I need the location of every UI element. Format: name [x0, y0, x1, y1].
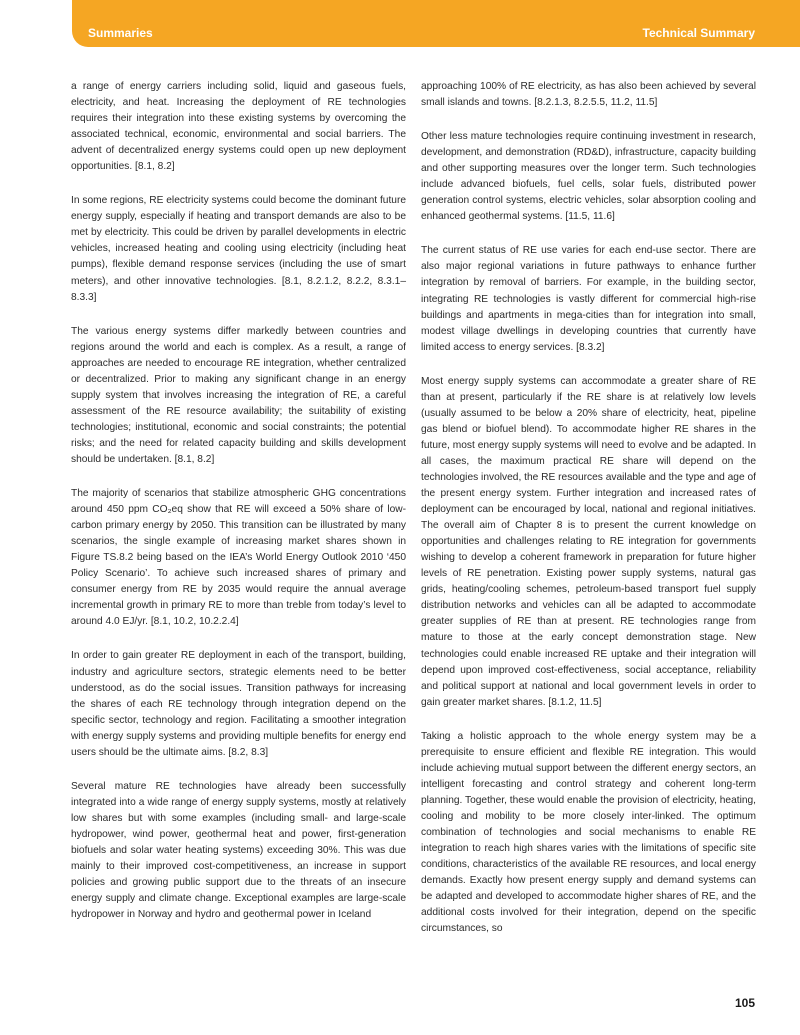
paragraph: The various energy systems differ markedly between countries and regions around the world and each is complex. As a result, a range of approaches are needed to encourage RE integration, whether centralized or decentralized. Prior to making any significant change in an energy supply system that involves increasing the integration of RE, a careful assessment of the RE resource availability; the suitability of existing technologies; institutional, economic and social constraints; the potential risks; and the need for related capacity building and skills development should be undertaken. [8.1, 8.2] [71, 325, 406, 465]
chapter-label: Technical Summary [642, 26, 755, 40]
paragraph: The majority of scenarios that stabilize atmospheric GHG concentrations around 450 ppm CO₂eq show that RE will exceed a 50% share of low-carbon primary energy by 2050. This transition can be illustrated by many scenarios, the single example of increasing market shares shown in Figure TS.8.2 being based on the IEA’s World Energy Outlook 2010 ‘450 Policy Scenario’. To achieve such increased shares of primary and consumer energy from RE by 2035 would require the annual average incremental growth in primary RE to more than treble from today’s level to around 4.0 EJ/yr. [8.1, 10.2, 10.2.2.4] [71, 488, 406, 628]
page-number: 105 [734, 996, 755, 1010]
paragraph: approaching 100% of RE electricity, as has also been achieved by several small islands and towns. [8.2.1.3, 8.2.5.5, 11.2, 11.5] [421, 81, 756, 109]
paragraph: In order to gain greater RE deployment in each of the transport, building, industry and agriculture sectors, strategic elements need to be better understood, as do the social issues. Transition pathways for increasing the shares of each RE technology through integration depend on the specific sector, technology and region. Facilitating a smoother integration with energy supply systems and providing multiple benefits for energy end users should be the ultimate aims. [8.2, 8.3] [71, 650, 406, 758]
paragraph: a range of energy carriers including solid, liquid and gaseous fuels, electricity, and heat. Increasing the deployment of RE technologies requires their integration into these existing systems by overcoming the associated technical, economic, environmental and social barriers. The advent of decentralized energy systems could open up new deployment opportunities. [8.1, 8.2] [71, 81, 406, 173]
paragraph: The current status of RE use varies for each end-use sector. There are also major regional variations in future pathways to enhance further integration by removal of barriers. For example, in the building sector, integrating RE technologies is vastly different for commercial high-rise buildings and apartments in mega-cities than for integration into small, modest village dwellings in developing countries that currently have limited access to energy services. [8.3.2] [421, 245, 756, 353]
paragraph: Taking a holistic approach to the whole energy system may be a prerequisite to ensure efficient and flexible RE integration. This would include achieving mutual support between the different energy sectors, an intelligent forecasting and control strategy and coherent long-term planning. Together, these would enable the provision of electricity, heating, cooling and mobility to be more closely inter-linked. The optimum combination of technologies and social mechanisms to enable RE integration to reach high shares varies with the limitations of specific site conditions, characteristics of the available RE resources, and local energy demands. Exactly how present energy supply and demand systems can be adapted and developed to accommodate higher shares of RE, and the additional costs involved for their integration, depend on the specific circumstances, so [421, 730, 756, 935]
paragraph: In some regions, RE electricity systems could become the dominant future energy supply, especially if heating and transport demands are also to be met by electricity. This could be driven by parallel developments in electric vehicles, increased heating and cooling using electricity (including heat pumps), flexible demand response services (including the use of smart meters), and other innovative technologies. [8.1, 8.2.1.2, 8.2.2, 8.3.1–8.3.3] [71, 195, 406, 303]
right-column [421, 79, 756, 955]
section-label: Summaries [88, 26, 153, 40]
paragraph: Several mature RE technologies have already been successfully integrated into a wide range of energy supply systems, mostly at relatively low shares but with some examples (including small- and large-scale hydropower, wind power, geothermal heat and power, first-generation biofuels and solar water heating systems) exceeding 30%. This was due mainly to their improved cost-competitiveness, an increase in support policies and growing public support due to the threats of an insecure energy supply and climate change. Exceptional examples are large-scale hydropower in Norway and hydro and geothermal power in Iceland [71, 780, 406, 921]
paragraph: Other less mature technologies require continuing investment in research, development, and demonstration (RD&D), infrastructure, capacity building and other supporting measures over the longer term. Such technologies include advanced biofuels, fuel cells, solar fuels, distributed power generation control systems, electric vehicles, solar absorption cooling and enhanced geothermal systems. [11.5, 11.6] [421, 131, 756, 223]
left-column [71, 79, 406, 941]
paragraph: Most energy supply systems can accommodate a greater share of RE than at present, particularly if the RE share is at relatively low levels (usually assumed to be below a 20% share of electricity, heat, pipeline gas blend or biofuel blend). To accommodate higher RE shares in the future, most energy supply systems will need to evolve and be adapted. In all cases, the maximum practical RE share will depend on the technologies involved, the RE resources available and the type and age of the present energy system. Further integration and increased rates of deployment can be encouraged by local, national and regional initiatives. The overall aim of Chapter 8 is to present the current knowledge on opportunities and challenges relating to RE integration for governments wishing to develop a coherent framework in preparation for future higher levels of RE penetration. Existing power supply systems, natural gas grids, heating/cooling schemes, petroleum-based transport fuel supply distribution networks and vehicles can all be adapted to accommodate greater supplies of RE than at present. RE technologies range from mature to those at the early concept demonstration stage. New technologies could enable increased RE uptake and their integration will depend upon improved cost-effectiveness, social acceptance, reliability and political support at national and local government levels in order to gain greater market shares. [8.1.2, 11.5] [421, 375, 756, 708]
header-bar [72, 0, 800, 47]
